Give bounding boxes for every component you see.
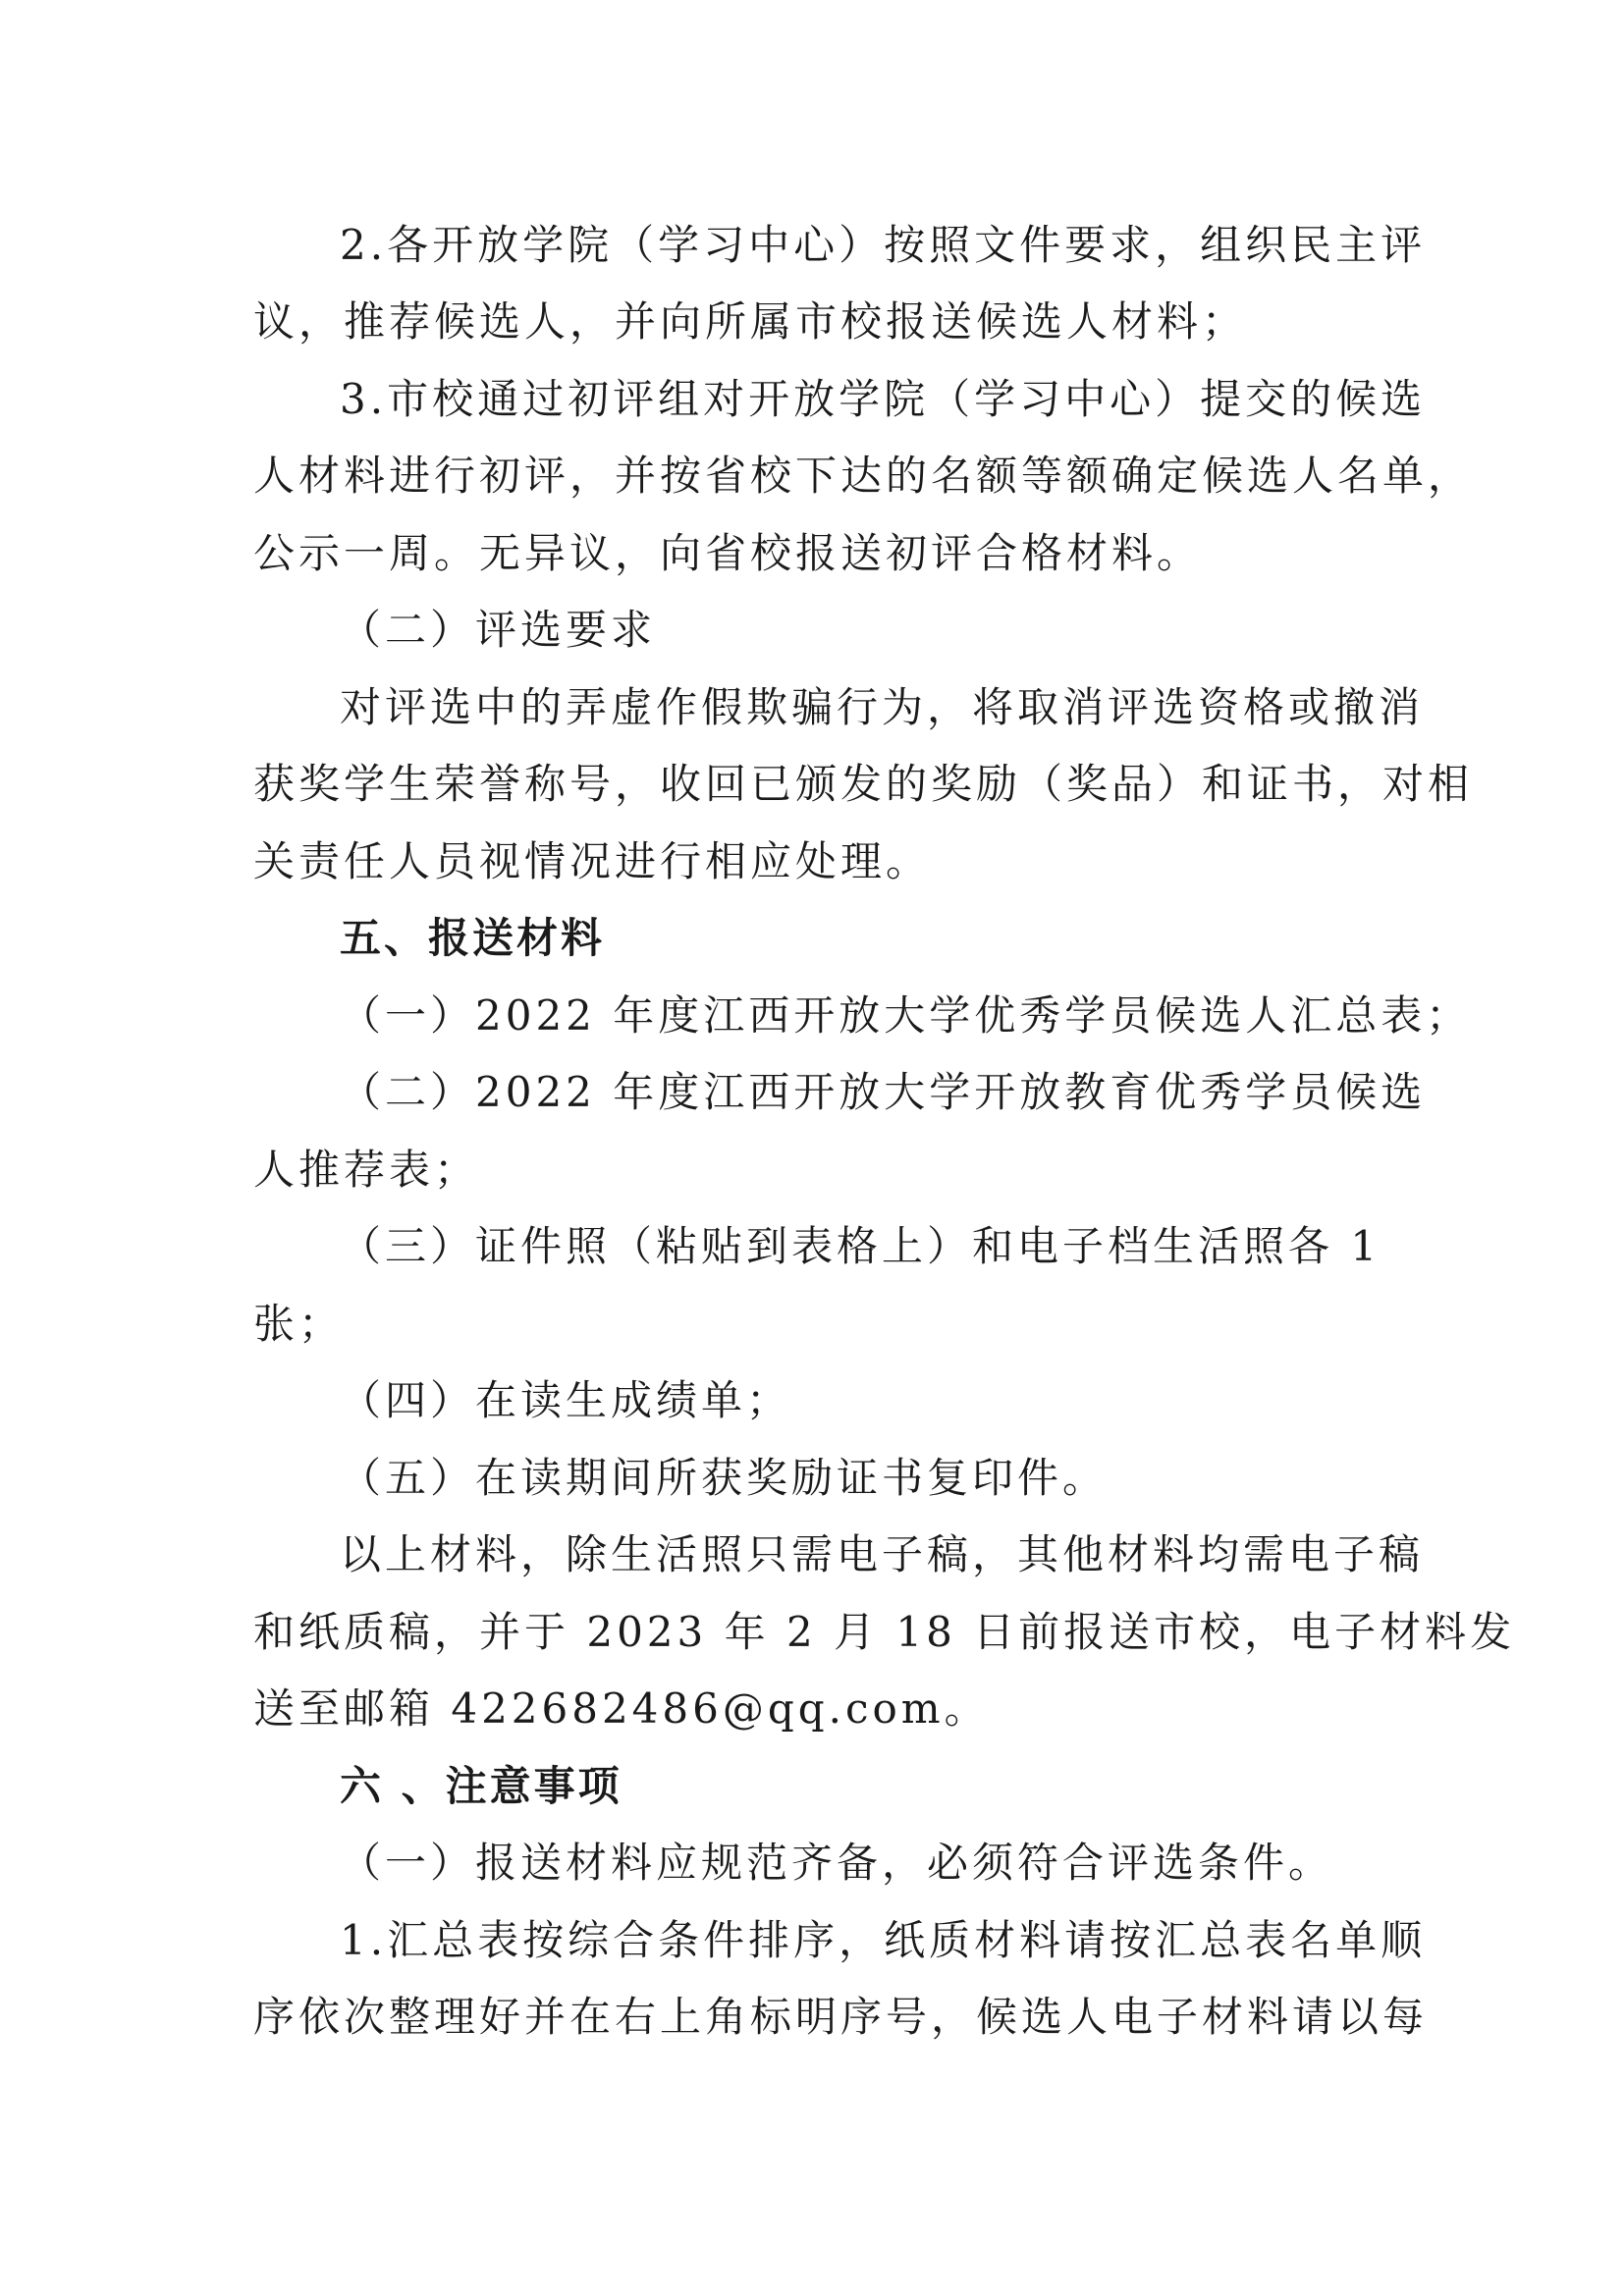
section-heading-materials: 五、报送材料	[340, 914, 606, 962]
paragraph-line: 和纸质稿，并于 2023 年 2 月 18 日前报送市校，电子材料发	[253, 1608, 1516, 1656]
paragraph-line: 序依次整理好并在右上角标明序号，候选人电子材料请以每	[253, 1993, 1429, 2041]
list-item: （一）2022 年度江西开放大学优秀学员候选人汇总表；	[340, 991, 1472, 1040]
list-item: （二）2022 年度江西开放大学开放教育优秀学员候选	[340, 1068, 1427, 1116]
section-heading-notes: 六 、注意事项	[340, 1762, 623, 1810]
paragraph-line: 议，推荐候选人，并向所属市校报送候选人材料；	[253, 297, 1248, 346]
paragraph-line: 2.各开放学院（学习中心）按照文件要求，组织民主评	[340, 221, 1427, 269]
subsection-heading: （二）评选要求	[340, 606, 657, 654]
list-item: （四）在读生成绩单；	[340, 1376, 792, 1424]
paragraph-line: 1.汇总表按综合条件排序，纸质材料请按汇总表名单顺	[340, 1916, 1427, 1964]
list-item: （五）在读期间所获奖励证书复印件。	[340, 1454, 1109, 1502]
paragraph-line: 公示一周。无异议，向省校报送初评合格材料。	[253, 529, 1203, 577]
paragraph-line: 获奖学生荣誉称号，收回已颁发的奖励（奖品）和证书，对相	[253, 760, 1474, 808]
paragraph-line: 对评选中的弄虚作假欺骗行为，将取消评选资格或撤消	[340, 683, 1425, 731]
list-item: （三）证件照（粘贴到表格上）和电子档生活照各 1	[340, 1222, 1381, 1270]
list-item-continuation: 张；	[253, 1300, 345, 1348]
paragraph-line: 送至邮箱 422682486@qq.com。	[253, 1684, 990, 1733]
paragraph-line: 以上材料，除生活照只需电子稿，其他材料均需电子稿	[340, 1530, 1425, 1578]
list-item-continuation: 人推荐表；	[253, 1146, 480, 1194]
list-item: （一）报送材料应规范齐备，必须符合评选条件。	[340, 1839, 1334, 1887]
paragraph-line: 关责任人员视情况进行相应处理。	[253, 837, 932, 885]
paragraph-line: 人材料进行初评，并按省校下达的名额等额确定候选人名单，	[253, 452, 1474, 500]
paragraph-line: 3.市校通过初评组对开放学院（学习中心）提交的候选	[340, 375, 1427, 423]
